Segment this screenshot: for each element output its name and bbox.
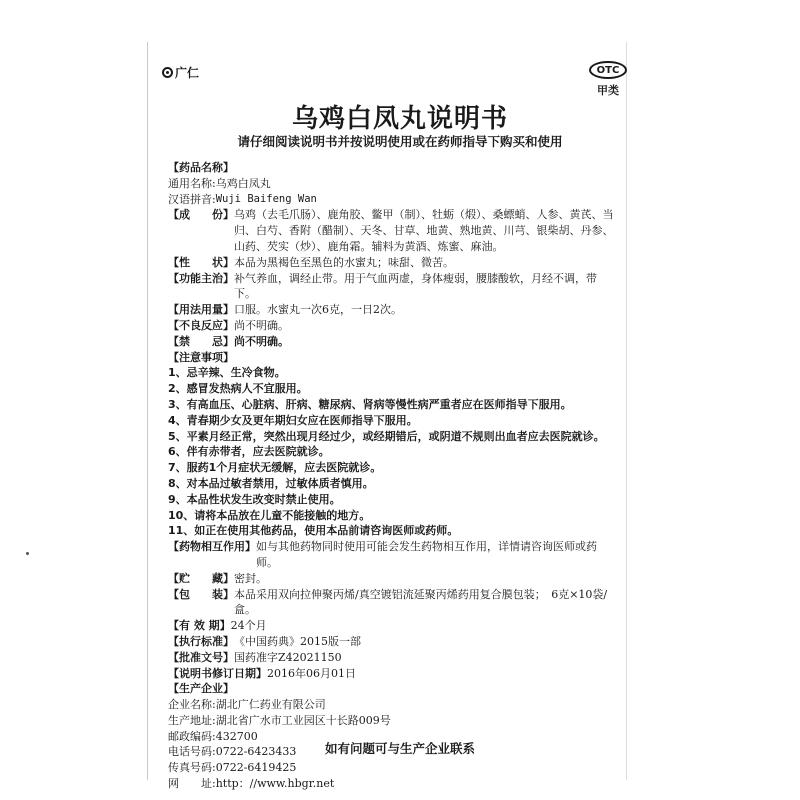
composition-row: [168, 207, 618, 254]
list-item: 1、忌辛辣、生冷食物。: [168, 366, 286, 380]
leaflet-content: [168, 160, 618, 792]
section-label: 【贮 藏】: [168, 571, 234, 585]
package-row: [168, 587, 618, 619]
field-value: 0722-6423433: [215, 745, 297, 759]
list-item: 9、本品性状发生改变时禁止使用。: [168, 492, 341, 506]
section-value: 密封。: [234, 571, 267, 585]
field-label: 企业名称:: [168, 698, 216, 712]
page-speck: [26, 552, 29, 555]
contraindication-row: [168, 334, 618, 350]
brand-logo-icon: [162, 67, 173, 78]
field-value: 432700: [215, 729, 258, 743]
section-value: 本品采用双向拉伸聚丙烯/真空镀铝流延聚丙烯药用复合膜包装； 6克×10袋/盒。: [234, 587, 608, 617]
section-label: 【有 效 期】: [168, 619, 231, 633]
section-label: 【不良反应】: [168, 318, 234, 332]
section-label: 【说明书修订日期】: [168, 666, 267, 680]
section-value: 24个月: [230, 619, 267, 633]
indication-row: [168, 271, 618, 303]
section-label: 【生产企业】: [168, 682, 234, 696]
section-label: 【注意事项】: [168, 350, 234, 364]
section-value: 口服。水蜜丸一次6克，一日2次。: [234, 303, 402, 317]
list-item: 5、平素月经正常，突然出现月经过少，或经期错后，或阴道不规则出血者应去医院就诊。: [168, 429, 605, 443]
field-value: 乌鸡白凤丸: [215, 176, 271, 190]
list-item: 2、感冒发热病人不宜服用。: [168, 382, 308, 396]
section-label: 【性 状】: [168, 255, 234, 269]
manufacturer-heading: [168, 681, 618, 697]
section-value: 本品为黑褐色至黑色的水蜜丸；味甜、微苦。: [234, 255, 454, 269]
list-item: 3、有高血压、心脏病、肝病、糖尿病、肾病等慢性病严重者应在医师指导下服用。: [168, 397, 572, 411]
revision-row: [168, 666, 618, 682]
section-label: 【禁 忌】: [168, 334, 234, 348]
field-label: 网 址:: [168, 777, 216, 791]
otc-class: 甲类: [597, 84, 619, 97]
section-label: 【批准文号】: [168, 650, 234, 664]
interaction-row: [168, 539, 618, 571]
list-item: 10、请将本品放在儿童不能接触的地方。: [168, 508, 371, 522]
field-value: 湖北省广水市工业园区十长路009号: [215, 713, 391, 727]
section-label: 【执行标准】: [168, 634, 234, 648]
precautions-heading: [168, 350, 618, 366]
approval-row: [168, 650, 618, 666]
footer-note: 如有问题可与生产企业联系: [324, 741, 475, 756]
section-label: 【成 份】: [168, 208, 234, 222]
list-item: 8、对本品过敏者禁用，过敏体质者慎用。: [168, 476, 374, 490]
section-value: 尚不明确。: [234, 334, 289, 348]
field-value: 湖北广仁药业有限公司: [215, 698, 326, 712]
section-value: 如与其他药物同时使用可能会发生药物相互作用，详情请咨询医师或药师。: [256, 540, 597, 569]
character-row: [168, 255, 618, 271]
otc-badge: OTC: [589, 61, 627, 79]
brand-logo: [162, 64, 199, 81]
section-value: 《中国药典》2015版一部: [234, 634, 361, 648]
field-label: 传真号码:: [168, 761, 216, 775]
storage-row: [168, 571, 618, 587]
field-value: 0722-6419425: [215, 761, 297, 775]
generic-name-row: [168, 176, 618, 192]
field-label: 电话号码:: [168, 745, 216, 759]
pinyin-row: [168, 192, 618, 208]
section-value: 尚不明确。: [234, 318, 289, 332]
website-value: http：//www.hbgr.net: [215, 777, 335, 791]
drug-name-heading: [168, 160, 618, 176]
list-item: 4、青春期少女及更年期妇女应在医师指导下服用。: [168, 413, 418, 427]
section-label: 【功能主治】: [168, 271, 234, 285]
section-label: 【包 装】: [168, 587, 234, 601]
field-label: 生产地址:: [168, 713, 216, 727]
section-label: 【药物相互作用】: [168, 540, 256, 554]
section-value: 2016年06月01日: [267, 666, 356, 680]
manufacturer-row: [168, 760, 618, 776]
manufacturer-row: [168, 697, 618, 713]
field-label: 通用名称:: [168, 176, 216, 190]
section-label: 【药品名称】: [168, 161, 234, 174]
precautions-list: [168, 365, 618, 539]
section-value: 乌鸡（去毛爪肠）、鹿角胶、鳖甲（制）、牡蛎（煅）、桑螵蛸、人参、黄芪、当归、白芍、香附（醋制）、天冬、甘草、地黄、熟地黄、川芎、银柴胡、丹参、山药、芡实（炒）、鹿角霜。辅料为黄酒、炼蜜、麻油。: [234, 208, 614, 253]
section-label: 【用法用量】: [168, 303, 234, 317]
manufacturer-row: [168, 776, 618, 792]
adverse-row: [168, 318, 618, 334]
brand-name: 广仁: [175, 66, 200, 80]
field-label: 汉语拼音:: [168, 192, 216, 206]
field-value: Wuji Baifeng Wan: [215, 192, 317, 205]
list-item: 6、伴有赤带者，应去医院就诊。: [168, 445, 330, 459]
field-label: 邮政编码:: [168, 729, 216, 743]
validity-row: [168, 618, 618, 634]
section-value: 国药准字Z42021150: [234, 650, 342, 664]
list-item: 7、服药1个月症状无缓解，应去医院就诊。: [168, 461, 382, 475]
page-title: 乌鸡白凤丸说明书: [291, 104, 508, 134]
list-item: 11、如正在使用其他药品，使用本品前请咨询医师或药师。: [168, 524, 459, 538]
standard-row: [168, 634, 618, 650]
manufacturer-row: [168, 713, 618, 729]
section-value: 补气养血，调经止带。用于气血两虚，身体瘦弱，腰膝酸软，月经不调，带下。: [234, 271, 597, 301]
page-subtitle: 请仔细阅读说明书并按说明使用或在药师指导下购买和使用: [237, 134, 563, 149]
dosage-row: [168, 302, 618, 318]
